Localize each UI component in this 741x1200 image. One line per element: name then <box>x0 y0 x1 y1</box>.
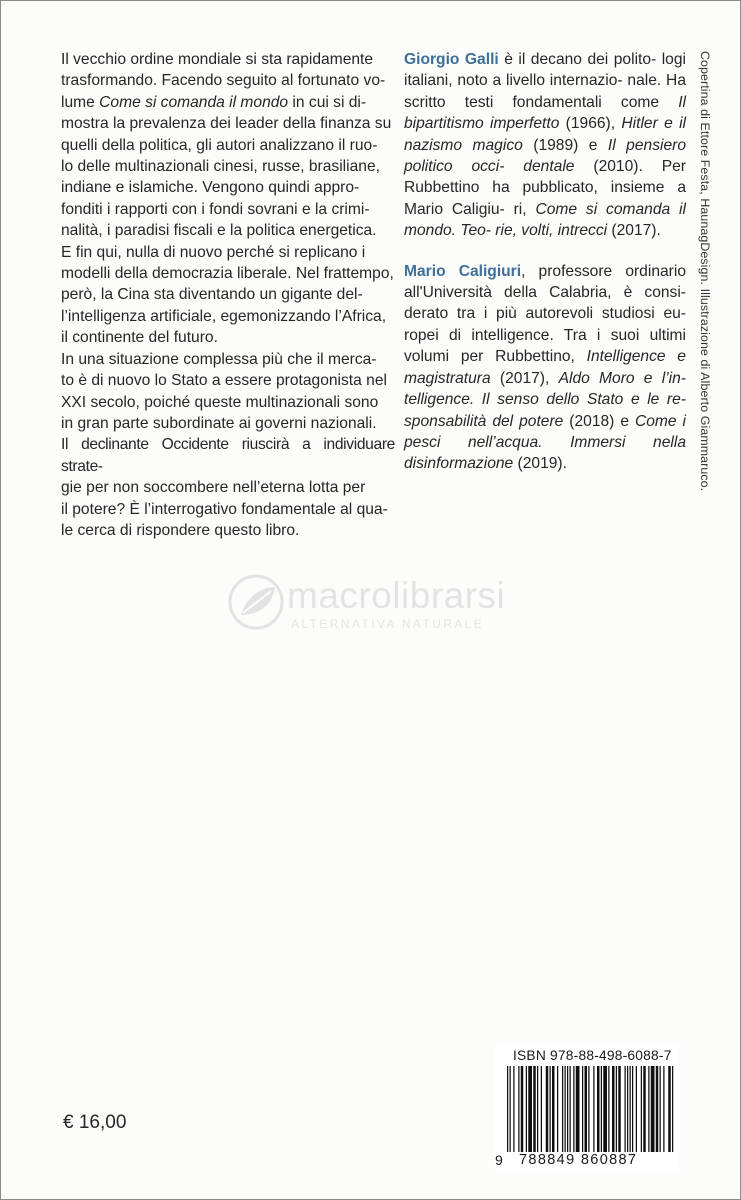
watermark <box>227 573 527 633</box>
isbn-barcode-block <box>495 1044 679 1173</box>
blurb-line: nalità, i paradisi fiscali e la politica energetica. <box>61 222 377 240</box>
author-bio-galli <box>404 49 686 242</box>
barcode-digits: 788849 860887 <box>519 1152 638 1168</box>
author-name: Mario Caligiuri <box>404 262 522 280</box>
blurb-line: però, la Cina sta diventando un gigante del- <box>61 286 363 304</box>
bio-text: (2019). <box>513 455 567 473</box>
book-title-italic: Il pensiero politico occi- dentale <box>404 136 686 176</box>
watermark-name: macrolibrarsi <box>287 575 506 616</box>
barcode-first-digit: 9 <box>495 1152 503 1168</box>
blurb-line: le cerca di rispondere questo libro. <box>61 521 300 539</box>
bio-text: è il decano dei polito- logi italiani, noto a livello internazio- nale. Ha scritto testi fondamentali come <box>404 51 686 111</box>
blurb-line: il continente del futuro. <box>61 329 218 347</box>
book-title-italic: Come si comanda il mondo. Teo- rie, volti, intrecci <box>404 200 686 240</box>
blurb-line: In una situazione complessa più che il merca- <box>61 350 377 368</box>
leaf-logo-icon <box>227 573 285 631</box>
bio-text: (2018) e <box>563 412 635 430</box>
author-name: Giorgio Galli <box>404 51 499 68</box>
book-title-italic: Il bipartitismo imperfetto <box>404 93 686 133</box>
author-bios <box>404 49 686 475</box>
blurb-line: lo delle multinazionali cinesi, russe, brasiliane, <box>61 158 380 176</box>
blurb-line: to è di nuovo lo Stato a essere protagonista nel <box>61 372 387 390</box>
blurb-line: Il vecchio ordine mondiale si sta rapidamente <box>61 51 374 68</box>
book-title-italic: Intelligence e magistratura <box>404 348 686 387</box>
blurb-line: mostra la prevalenza dei leader della finanza su <box>61 115 392 133</box>
blurb-text: in cui si di- <box>288 93 367 111</box>
blurb-line: XXI secolo, poiché queste multinazionali sono <box>61 393 379 411</box>
book-title-italic: Hitler e il nazismo magico <box>404 115 687 154</box>
blurb-line: E fin qui, nulla di nuovo perché si replicano i <box>61 243 366 261</box>
bio-text: , professore ordinario all'Università della Calabria, è consi- derato tra i più autorevoli studiosi eu- ropei di intelligence. Tra i suoi ultimi volumi per Rubbettino, <box>404 262 686 366</box>
price: € 16,00 <box>63 1112 127 1133</box>
author-bio-caligiuri <box>404 261 686 475</box>
blurb-line: gie per non soccombere nell’eterna lotta per <box>61 479 366 497</box>
blurb-line: il potere? È l’interrogativo fondamentale al qua- <box>61 500 388 518</box>
bio-text: (2017). <box>607 222 661 240</box>
blurb-line: in gran parte subordinate ai governi nazionali. <box>61 414 377 432</box>
barcode-icon <box>501 1066 677 1152</box>
blurb-text: lume <box>61 93 100 111</box>
bio-text: (1989) e <box>522 136 608 154</box>
blurb <box>61 49 395 541</box>
blurb-line: quelli della politica, gli autori analizzano il ruo- <box>61 136 378 154</box>
isbn-label: ISBN 978-88-498-6088-7 <box>513 1048 672 1063</box>
blurb-line: fonditi i rapporti con i fondi sovrani e la crimi- <box>61 200 370 218</box>
book-title-italic: Come i pesci nell’acqua. Immersi nella disinformazione <box>404 412 686 473</box>
cover-credits: Copertina di Ettore Festa, HaunagDesign. Illustrazione di Alberto Giammaruco. <box>698 51 712 492</box>
blurb-line: Il declinante Occidente riuscirà a individuare strate- <box>61 436 395 475</box>
bio-text: (2010). Per Rubbettino ha pubblicato, insieme a Mario Caligiu- ri, <box>404 158 686 218</box>
watermark-tagline: ALTERNATIVA NATURALE <box>291 617 485 631</box>
blurb-line <box>61 92 395 113</box>
blurb-line: l’intelligenza artificiale, egemonizzando l’Africa, <box>61 307 387 325</box>
blurb-line: modelli della democrazia liberale. Nel frattempo, <box>61 265 394 283</box>
blurb-line: trasformando. Facendo seguito al fortunato vo- <box>61 72 386 90</box>
book-title-italic: Come si comanda il mondo <box>99 93 289 111</box>
bio-text: (1966), <box>559 115 622 133</box>
book-title-italic: Aldo Moro e l’in- telligence. Il senso dello Stato e le re- sponsabilità del potere <box>404 369 686 430</box>
blurb-line: indiane e islamiche. Vengono quindi appro- <box>61 179 360 197</box>
bio-text: (2017), <box>490 369 559 387</box>
